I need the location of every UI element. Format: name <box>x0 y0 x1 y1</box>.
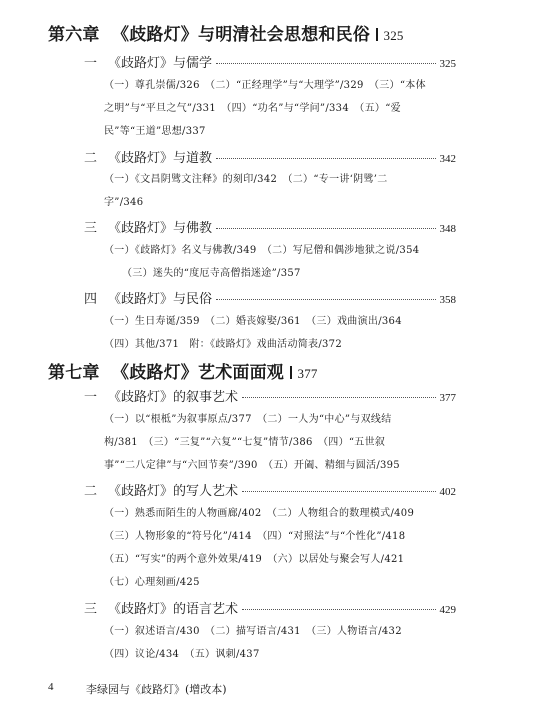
subsection-line: 事”“二八定律”与“六回节奏”/390 （五）开阖、精细与圆活/395 <box>104 460 400 471</box>
section-number: 一 <box>84 56 98 71</box>
section-page: 402 <box>439 486 456 498</box>
toc-section <box>84 386 456 405</box>
subsection-line: （七）心理刻画/425 <box>104 577 200 588</box>
subsection-line: 之明”与“平旦之气”/331 （四）“功名”与“学问”/334 （五）“爱 <box>104 103 401 114</box>
section-number: 三 <box>84 221 98 236</box>
subsection-line: （一）生日寿诞/359 （二）婚丧嫁娶/361 （三）戏曲演出/364 <box>104 316 402 327</box>
section-page: 325 <box>439 58 456 70</box>
section-title: 《歧路灯》与道教 <box>108 151 213 166</box>
chapter-title: 《歧路灯》艺术面面观 <box>112 363 284 383</box>
subsection-line: （三）迷失的“度厄寺高僧指迷途”/357 <box>122 268 301 279</box>
section-title: 《歧路灯》的叙事艺术 <box>108 390 239 405</box>
chapter-number: 第六章 <box>48 25 100 45</box>
subsection-line: （一）《文昌阴骘文注释》的刻印/342 （二）“专一讲‘阴骘’二 <box>104 174 388 185</box>
section-page: 342 <box>439 153 456 165</box>
subsection-line: 民”等“王道”思想/337 <box>104 126 206 137</box>
section-title: 《歧路灯》与民俗 <box>108 292 213 307</box>
section-title: 《歧路灯》的写人艺术 <box>108 484 239 499</box>
toc-section <box>84 217 456 236</box>
leader-dots <box>216 63 435 64</box>
section-page: 377 <box>439 392 456 404</box>
subsection-line: （五）“写实”的两个意外效果/419 （六）以居处与聚会写人/421 <box>104 554 405 565</box>
separator-bar <box>290 366 292 379</box>
chapter-title: 《歧路灯》与明清社会思想和民俗 <box>112 25 370 45</box>
chapter-page: 377 <box>297 366 318 381</box>
toc-section <box>84 288 456 307</box>
leader-dots <box>216 158 435 159</box>
subsection-line: （四）议论/434 （五）讽刺/437 <box>104 649 260 660</box>
section-page: 358 <box>439 294 456 306</box>
subsection-line: 字”/346 <box>104 197 144 208</box>
leader-dots <box>242 397 435 398</box>
running-footer-title: 李绿园与《歧路灯》(增改本) <box>86 683 227 696</box>
section-number: 三 <box>84 602 98 617</box>
section-page: 348 <box>439 223 456 235</box>
subsection-line: （一）叙述语言/430 （二）描写语言/431 （三）人物语言/432 <box>104 626 402 637</box>
chapter-heading <box>48 358 318 383</box>
subsection-line: （一）尊孔崇儒/326 （二）“正经理学”与“大理学”/329 （三）“本体 <box>104 80 426 91</box>
subsection-line: 构/381 （三）“三复”“六复”“七复”情节/386 （四）“五世叙 <box>104 437 386 448</box>
subsection-line: （三）人物形象的“符号化”/414 （四）“对照法”与“个性化”/418 <box>104 531 406 542</box>
toc-section <box>84 480 456 499</box>
section-number: 二 <box>84 151 98 166</box>
separator-bar <box>376 28 378 41</box>
section-title: 《歧路灯》与佛教 <box>108 221 213 236</box>
page-number: 4 <box>48 681 54 693</box>
chapter-heading <box>48 20 404 45</box>
chapter-number: 第七章 <box>48 363 100 383</box>
section-title: 《歧路灯》的语言艺术 <box>108 602 239 617</box>
section-title: 《歧路灯》与儒学 <box>108 56 213 71</box>
leader-dots <box>216 299 435 300</box>
section-number: 二 <box>84 484 98 499</box>
section-number: 一 <box>84 390 98 405</box>
subsection-line: （一）熟悉而陌生的人物画廊/402 （二）人物组合的数理模式/409 <box>104 508 415 519</box>
subsection-line: （一）《歧路灯》名义与佛教/349 （二）写尼僧和偶涉地狱之说/354 <box>104 245 420 256</box>
subsection-line: （四）其他/371 附：《歧路灯》戏曲活动简表/372 <box>104 339 343 350</box>
leader-dots <box>242 609 435 610</box>
toc-section <box>84 147 456 166</box>
leader-dots <box>242 491 435 492</box>
toc-section <box>84 52 456 71</box>
subsection-line: （一）以“根柢”为叙事原点/377 （二）一人为“中心”与双线结 <box>104 414 392 425</box>
chapter-page: 325 <box>383 28 404 43</box>
section-page: 429 <box>439 604 456 616</box>
section-number: 四 <box>84 292 98 307</box>
leader-dots <box>216 228 435 229</box>
toc-section <box>84 598 456 617</box>
